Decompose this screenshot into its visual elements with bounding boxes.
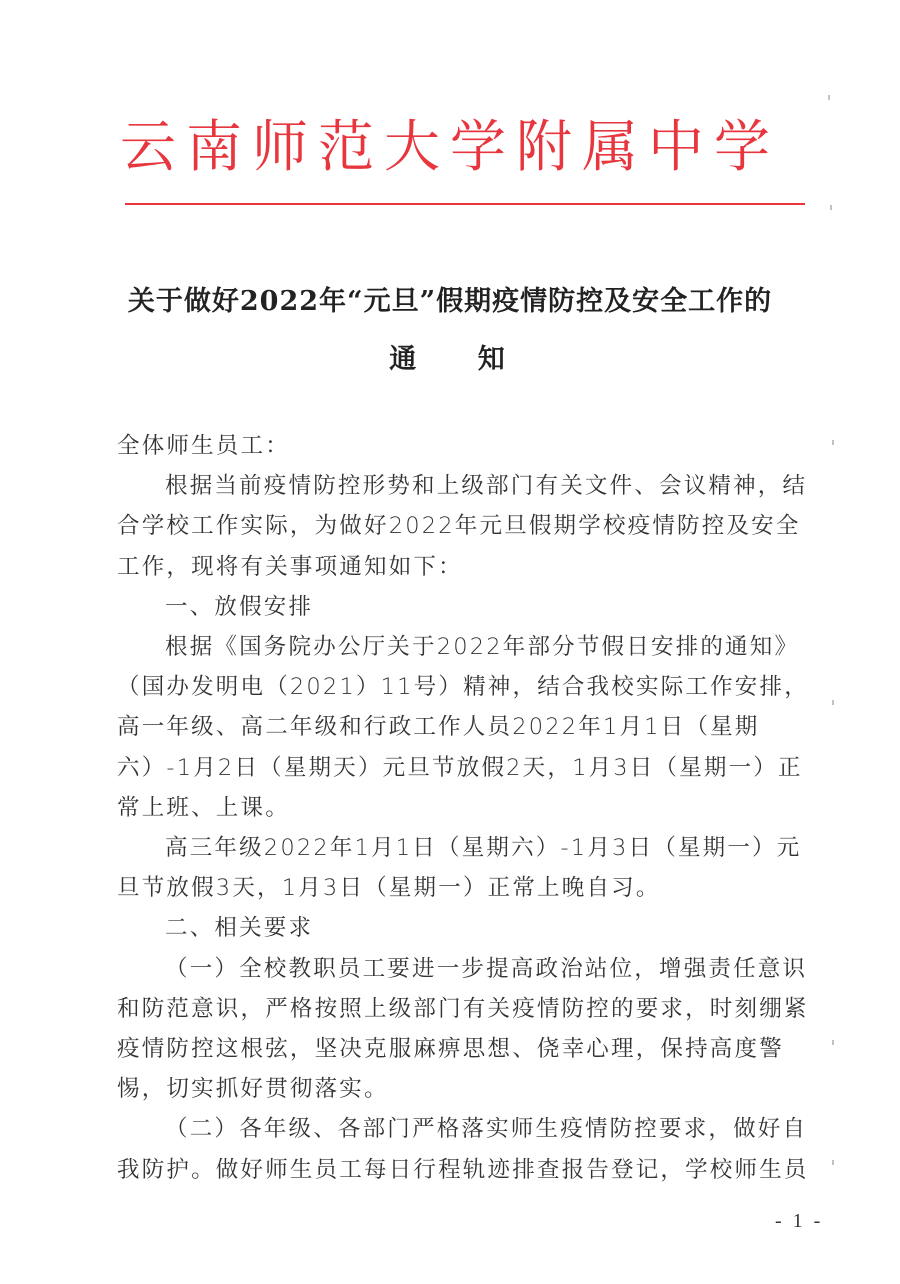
paragraph-intro: 根据当前疫情防控形势和上级部门有关文件、会议精神，结合学校工作实际，为做好2022年元旦假期学校疫情防控及安全工作，现将有关事项通知如下： — [117, 473, 808, 580]
scan-speck — [832, 700, 834, 705]
paragraph-holiday-schedule: 根据《国务院办公厅关于2022年部分节假日安排的通知》（国办发明电（2021）11号）精神，结合我校实际工作安排，高一年级、高二年级和行政工作人员2022年1月1日（星期六）-1月2日（星期天）元旦节放假2天，1月3日（星期一）正常上班、上课。 — [117, 634, 809, 821]
scan-speck — [830, 205, 832, 210]
document-body — [117, 426, 817, 1190]
letterhead-divider — [125, 203, 805, 205]
paragraph-requirement-1: （一）全校教职员工要进一步提高政治站位，增强责任意识和防范意识，严格按照上级部门有关疫情防控的要求，时刻绷紧疫情防控这根弦，坚决克服麻痹思想、侥幸心理，保持高度警惕，切实抓好贯彻落实。 — [117, 955, 809, 1103]
scan-speck — [828, 95, 830, 100]
document-title: 关于做好2022年“元旦”假期疫情防控及安全工作的 — [127, 286, 773, 317]
letterhead-organization: 云南师范大学附属中学 — [120, 115, 780, 180]
section-heading-requirements: 二、相关要求 — [165, 915, 314, 942]
page-number: - 1 - — [775, 1210, 824, 1232]
section-heading-holiday: 一、放假安排 — [165, 593, 314, 620]
salutation: 全体师生员工： — [117, 433, 290, 459]
scan-speck — [832, 440, 834, 445]
scan-speck — [832, 1160, 834, 1165]
paragraph-requirement-2: （二）各年级、各部门严格落实师生疫情防控要求，做好自我防护。做好师生员工每日行程轨迹排查报告登记，学校师生员 — [117, 1116, 809, 1183]
paragraph-grade-three: 高三年级2022年1月1日（星期六）-1月3日（星期一）元旦节放假3天，1月3日（星期一）正常上晚自习。 — [117, 835, 802, 902]
scan-speck — [832, 1040, 834, 1045]
document-title-notice: 通 知 — [389, 344, 531, 375]
